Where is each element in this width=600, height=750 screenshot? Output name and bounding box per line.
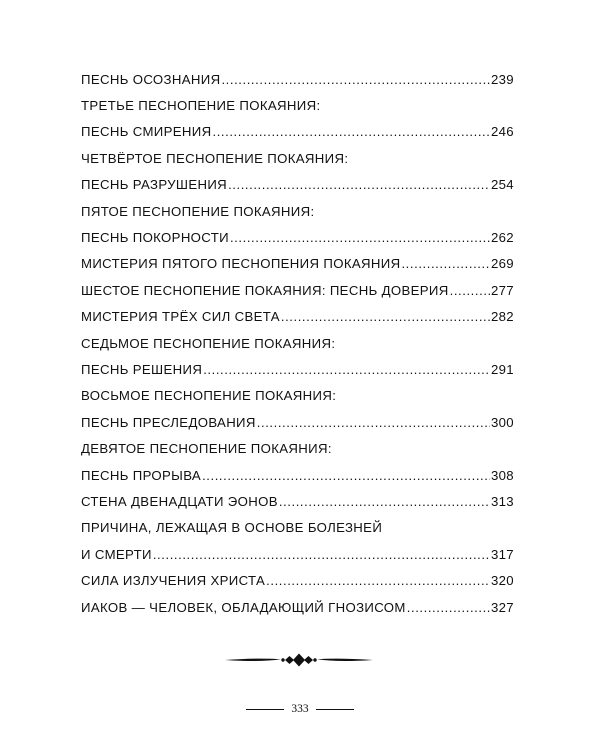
- decorative-divider-icon: [223, 650, 375, 670]
- toc-entry-page: 262: [490, 230, 514, 246]
- toc-entry: [81, 409, 514, 435]
- page-number: 333: [291, 703, 309, 715]
- toc-entry-title: ТРЕТЬЕ ПЕСНОПЕНИЕ ПОКАЯНИЯ:: [81, 98, 321, 114]
- toc-entry: [81, 145, 514, 171]
- toc-entry: [81, 541, 514, 567]
- toc-entry: [81, 251, 514, 277]
- toc-entry-title: ИАКОВ — ЧЕЛОВЕК, ОБЛАДАЮЩИЙ ГНОЗИСОМ: [81, 599, 406, 615]
- toc-dot-leader: [213, 124, 490, 139]
- toc-entry-title: ПЕСНЬ РАЗРУШЕНИЯ: [81, 177, 228, 193]
- toc-entry-title: МИСТЕРИЯ ТРЁХ СИЛ СВЕТА: [81, 309, 280, 325]
- toc-dot-leader: [407, 600, 490, 615]
- toc-entry-title: ПЕСНЬ ПРЕСЛЕДОВАНИЯ: [81, 414, 256, 430]
- toc-dot-leader: [153, 547, 490, 562]
- toc-entry-page: 282: [490, 309, 514, 325]
- toc-entry: [81, 172, 514, 198]
- toc-entry-page: 320: [490, 573, 514, 589]
- toc-entry: [81, 304, 514, 330]
- toc-entry-title: ВОСЬМОЕ ПЕСНОПЕНИЕ ПОКАЯНИЯ:: [81, 388, 337, 404]
- toc-entry: [81, 488, 514, 514]
- toc-entry-title: ЧЕТВЁРТОЕ ПЕСНОПЕНИЕ ПОКАЯНИЯ:: [81, 150, 349, 166]
- toc-dot-leader: [230, 230, 490, 245]
- toc-entry-page: 313: [490, 493, 514, 509]
- toc-dot-leader: [257, 415, 490, 430]
- toc-entry-title: ПЯТОЕ ПЕСНОПЕНИЕ ПОКАЯНИЯ:: [81, 203, 315, 219]
- page-footer: [0, 699, 600, 719]
- toc-entry-title: СТЕНА ДВЕНАДЦАТИ ЭОНОВ: [81, 493, 278, 509]
- toc-entry-page: 300: [490, 414, 514, 430]
- table-of-contents: [81, 66, 514, 620]
- toc-entry: [81, 330, 514, 356]
- toc-entry: [81, 462, 514, 488]
- toc-entry-title: ШЕСТОЕ ПЕСНОПЕНИЕ ПОКАЯНИЯ: ПЕСНЬ ДОВЕРИЯ: [81, 282, 449, 298]
- toc-dot-leader: [401, 256, 489, 271]
- toc-entry: [81, 92, 514, 118]
- toc-entry-title: ПЕСНЬ ОСОЗНАНИЯ: [81, 71, 221, 87]
- toc-entry-page: 246: [490, 124, 514, 140]
- toc-entry: [81, 515, 514, 541]
- toc-entry: [81, 435, 514, 461]
- toc-entry: [81, 66, 514, 92]
- toc-entry: [81, 356, 514, 382]
- toc-entry-title: СИЛА ИЗЛУЧЕНИЯ ХРИСТА: [81, 573, 266, 589]
- toc-dot-leader: [221, 72, 489, 87]
- toc-dot-leader: [281, 309, 490, 324]
- toc-entry-page: 317: [490, 546, 514, 562]
- toc-entry-title: ПЕСНЬ ПОКОРНОСТИ: [81, 230, 229, 246]
- toc-entry-page: 277: [490, 282, 514, 298]
- toc-entry-title: МИСТЕРИЯ ПЯТОГО ПЕСНОПЕНИЯ ПОКАЯНИЯ: [81, 256, 401, 272]
- toc-entry-title: ПЕСНЬ ПРОРЫВА: [81, 467, 202, 483]
- toc-entry-page: 254: [490, 177, 514, 193]
- footer-rule-left: [246, 709, 284, 710]
- toc-entry-title: И СМЕРТИ: [81, 546, 152, 562]
- toc-entry-page: 239: [490, 71, 514, 87]
- toc-dot-leader: [279, 494, 490, 509]
- toc-entry-title: ПЕСНЬ СМИРЕНИЯ: [81, 124, 212, 140]
- toc-dot-leader: [228, 177, 490, 192]
- toc-dot-leader: [203, 362, 490, 377]
- toc-dot-leader: [266, 573, 490, 588]
- toc-entry: [81, 594, 514, 620]
- toc-entry: [81, 277, 514, 303]
- toc-entry-title: ПРИЧИНА, ЛЕЖАЩАЯ В ОСНОВЕ БОЛЕЗНЕЙ: [81, 520, 383, 536]
- toc-entry-page: 308: [490, 467, 514, 483]
- toc-entry: [81, 383, 514, 409]
- toc-entry-title: СЕДЬМОЕ ПЕСНОПЕНИЕ ПОКАЯНИЯ:: [81, 335, 336, 351]
- toc-entry-page: 269: [490, 256, 514, 272]
- toc-dot-leader: [450, 283, 490, 298]
- toc-entry-page: 291: [490, 361, 514, 377]
- toc-entry-title: ДЕВЯТОЕ ПЕСНОПЕНИЕ ПОКАЯНИЯ:: [81, 441, 332, 457]
- toc-entry-page: 327: [490, 599, 514, 615]
- toc-entry: [81, 224, 514, 250]
- footer-rule-right: [316, 709, 354, 710]
- toc-entry: [81, 198, 514, 224]
- toc-entry-title: ПЕСНЬ РЕШЕНИЯ: [81, 361, 203, 377]
- toc-entry: [81, 567, 514, 593]
- toc-entry: [81, 119, 514, 145]
- toc-dot-leader: [202, 468, 490, 483]
